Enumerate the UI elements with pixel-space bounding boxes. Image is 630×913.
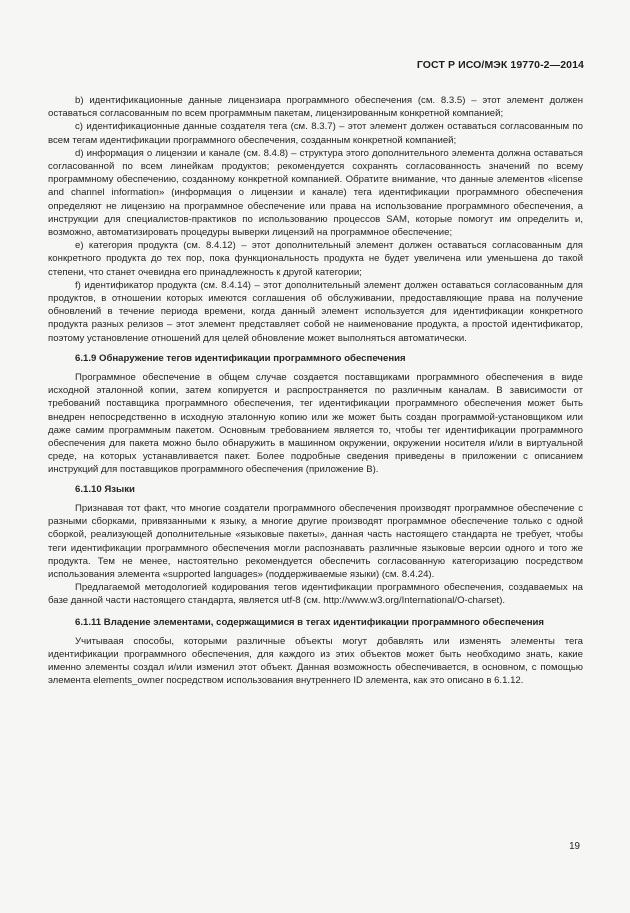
paragraph-e: e) категория продукта (см. 8.4.12) – этот дополнительный элемент должен оставаться согласованным для конкретного продукта до тех пор, пока функциональность продукта не будет увеличена или уменьшена до такой степени, что станет очевидна его принадлежность к другой категории; xyxy=(48,240,583,278)
paragraph-c: c) идентификационные данные создателя тега (см. 8.3.7) – этот элемент должен оставаться согласованным по всем тегам идентификации программного обеспечения, созданным конкретной компанией; xyxy=(48,121,583,146)
section-heading-6-1-10: 6.1.10 Языки xyxy=(75,483,135,495)
section-6-1-11-paragraph: Учитываая способы, которыми различные объекты могут добавлять или изменять элементы тега идентификации программного обеспечения, для каждого из этих объектов может быть необходимо знать, какие именно элементы создал и/или изменил этот объект. Данная возможность обеспечивается, в основном, с помощью элемента elements_owner посредством использования внутреннего ID элемента, как это описано в 6.1.12. xyxy=(48,635,583,687)
paragraph-f: f) идентификатор продукта (см. 8.4.14) – этот дополнительный элемент должен оставаться согласованным для продуктов, в отношении которых имеются соглашения об обслуживании, предоставляющие права на получение обновлений в течение периода времени, когда данный элемент используется для идентификации конкретного продукта разных релизов – этот элемент представляет собой не наименование продукта, а простой идентификатор, поэтому установление отношений для целей обновление может выполняться автоматически. xyxy=(48,279,583,344)
section-6-1-9-paragraph: Программное обеспечение в общем случае создается поставщиками программного обеспечения в виде исходной эталонной копии, затем копируется и распространяется по различным каналам. В зависимости от требований поставщика программного обеспечения, тег идентификации программного обеспечения может быть внедрен непосредственно в исходную эталонную копию или же может быть создан программой-установщиком или даже самим программным пакетом. Основным требованием является то, чтобы тег идентификации программного обеспечения для пакета можно было обнаружить в машинном окружении, окружении носителя и/или в виртуальной среде, на которых устанавливается пакет. Более подробные сведения приведены в приложении с описанием инструкций для поставщиков программного обеспечения (приложение В). xyxy=(48,372,583,476)
paragraph-b: b) идентификационные данные лицензиара программного обеспечения (см. 8.3.5) – этот элемент должен оставаться согласованным по всем программным пакетам, лицензированным конкретной компанией; xyxy=(48,95,583,120)
section-heading-6-1-11: 6.1.11 Владение элементами, содержащимися в тегах идентификации программного обеспечения xyxy=(75,616,544,628)
section-6-1-10-paragraph-1: Признавая тот факт, что многие создатели программного обеспечения производят программное обеспечение с разными сборками, привязанными к языку, а многие другие производят программное обеспечение только с одной сборкой, реализующей дополнительные «языковые пакеты», данная часть настоящего стандарта не требует, чтобы теги идентификации программного обеспечения могли распознавать различные языковые версии одного и того же продукта. Тем не менее, настоятельно рекомендуется обеспечить согласованную категоризацию посредством использования элемента «supported languages» (поддерживаемые языки) (см. 8.4.24). xyxy=(48,502,583,580)
section-heading-6-1-9: 6.1.9 Обнаружение тегов идентификации программного обеспечения xyxy=(75,352,406,364)
document-body xyxy=(48,94,583,688)
document-header: ГОСТ Р ИСО/МЭК 19770-2—2014 xyxy=(416,59,584,71)
section-6-1-10-paragraph-2: Предлагаемой методологией кодирования тегов идентификации программного обеспечения, создаваемых на базе данной части настоящего стандарта, является utf-8 (см. http://www.w3.org/International/O-charset). xyxy=(48,582,583,607)
paragraph-d: d) информация о лицензии и канале (см. 8.4.8) – структура этого дополнительного элемента должна оставаться согласованной по всем линейкам продуктов; рекомендуется сохранять согласованность значений по всему программному обеспечению, созданному конкретной компанией. Обратите внимание, что данные элементов «license and channel information» (информация о лицензии и канале) тега идентификации программного обеспечения определяют не лицензию на программное обеспечение или права на использование программного обеспечения, а инструкции для специалистов-практиков по использованию процессов SAM, которые помогут им определить и, возможно, автоматизировать процедуры выверки лицензий на программное обеспечение; xyxy=(48,147,583,239)
page-number: 19 xyxy=(569,841,580,852)
